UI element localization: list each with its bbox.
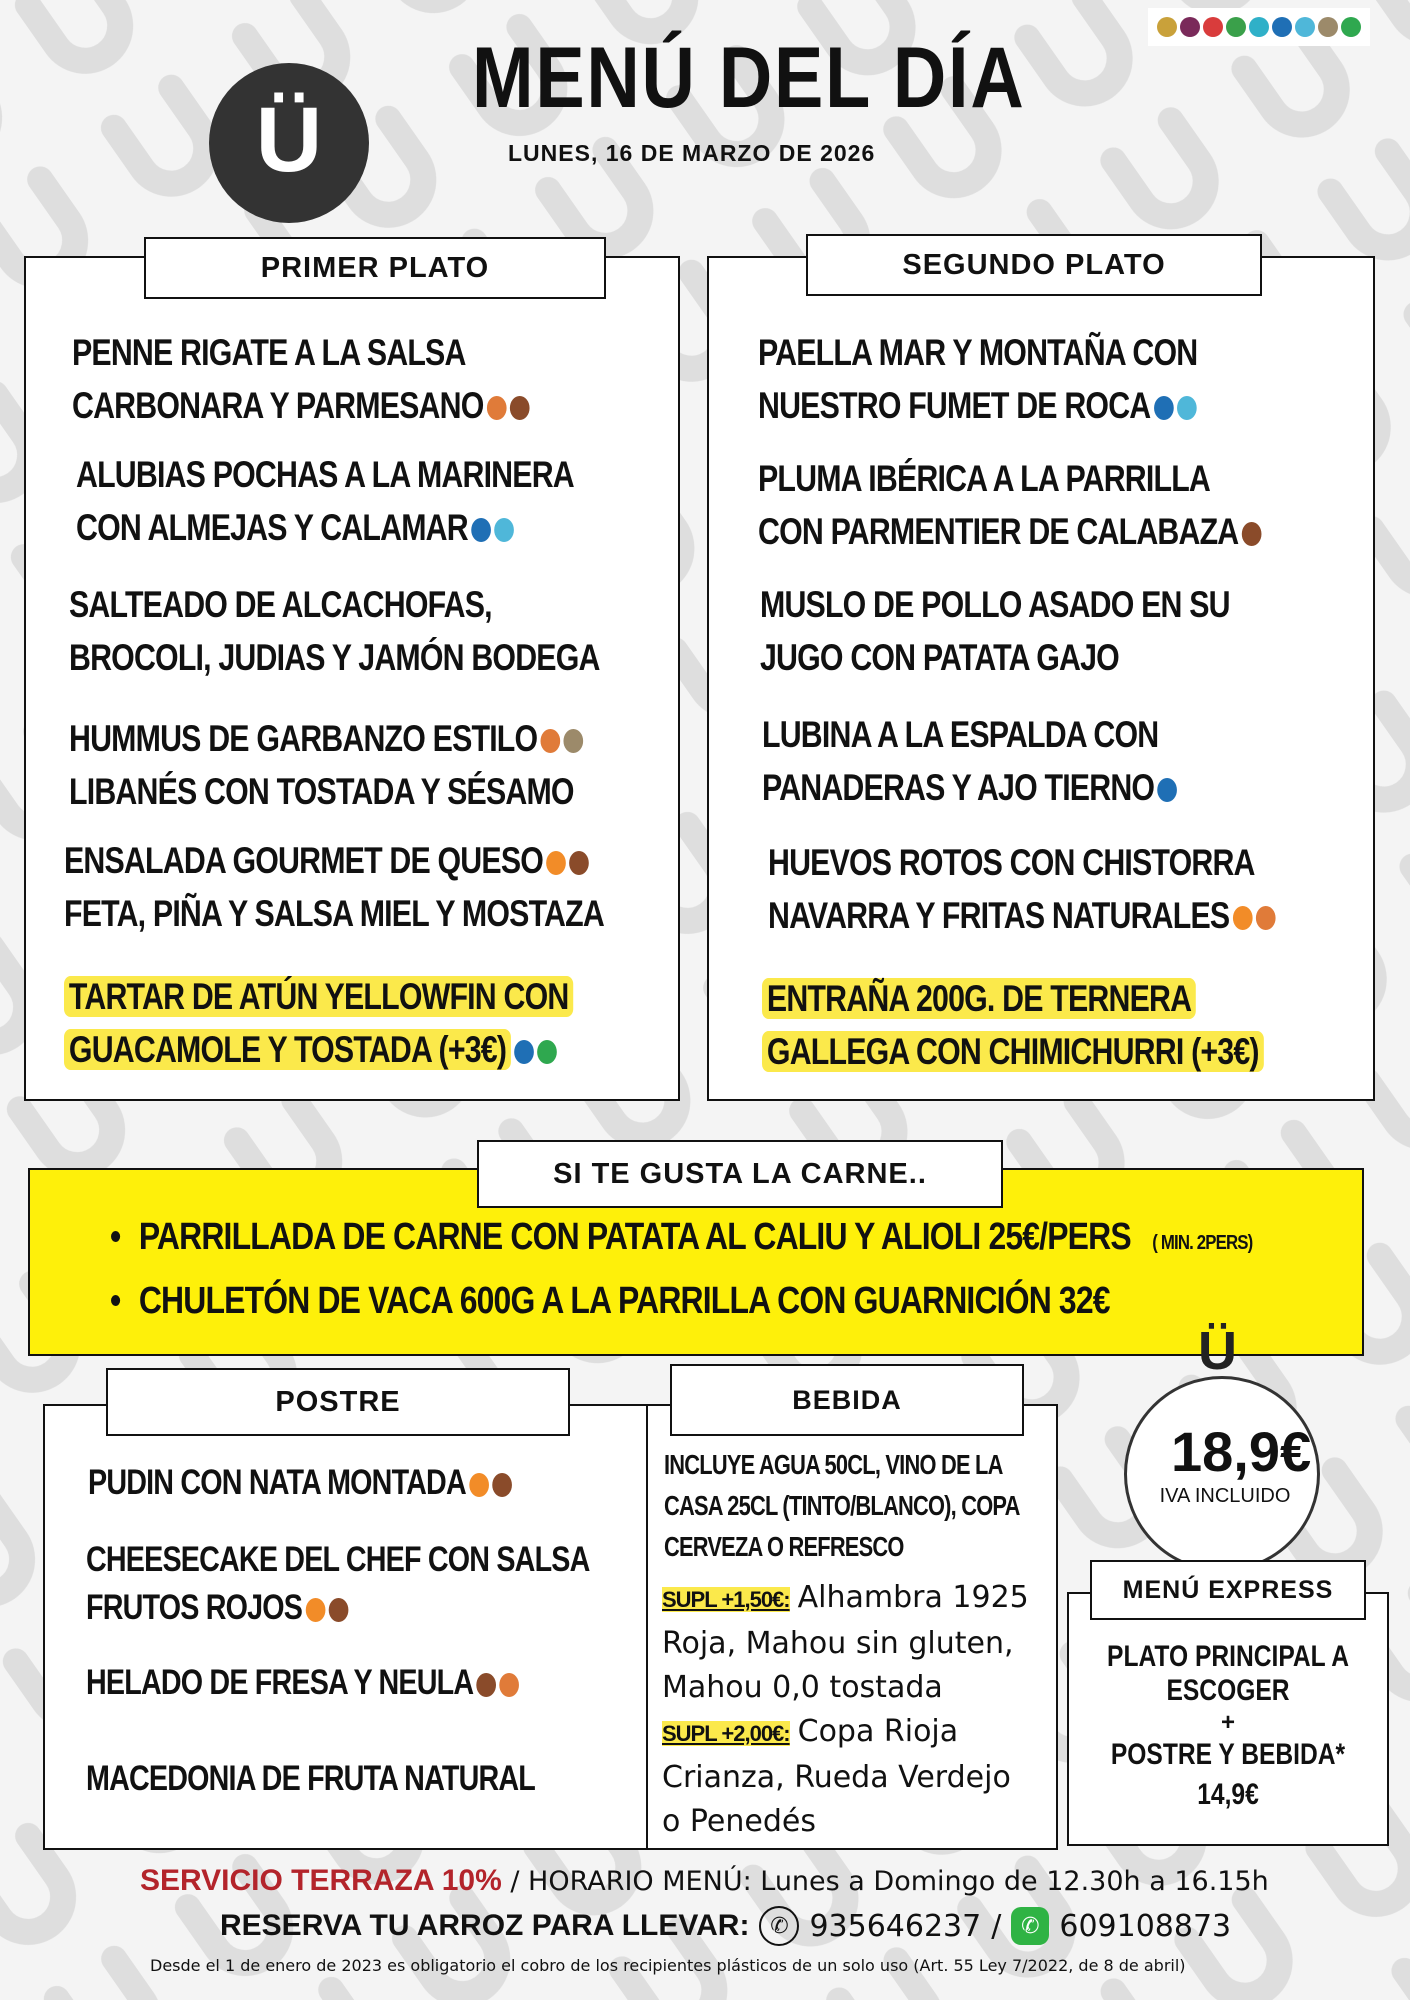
footer-hours: [140, 1864, 1269, 1898]
whatsapp-number[interactable]: 609108873: [1059, 1908, 1232, 1944]
carne-item-note: ( MIN. 2PERS): [1152, 1232, 1253, 1254]
dish-line: CON PARMENTIER DE CALABAZA: [758, 511, 1239, 552]
egg-icon: [1233, 906, 1253, 930]
primer-plato-title: PRIMER PLATO: [144, 237, 606, 299]
dish-line: SALTEADO DE ALCACHOFAS,: [69, 584, 492, 625]
dish-line: JUGO CON PATATA GAJO: [760, 637, 1119, 678]
dish-line: HUEVOS ROTOS CON CHISTORRA: [768, 842, 1255, 883]
dish-hummus: [69, 712, 696, 818]
supl1-line: Alhambra 1925: [797, 1580, 1029, 1615]
egg-icon: [469, 1473, 489, 1497]
dish-salteado: [69, 578, 716, 684]
dish-line: LIBANÉS CON TOSTADA Y SÉSAMO: [69, 771, 574, 812]
dish-ensalada: [64, 834, 722, 940]
logo: [209, 63, 369, 223]
dish-lubina: [762, 708, 1268, 814]
footer-legal: Desde el 1 de enero de 2023 es obligatorio el cobro de los recipientes plásticos de un solo uso (Art. 55 Ley 7/2022, de 8 de abril): [150, 1956, 1186, 1975]
price-note: IVA INCLUIDO: [1159, 1485, 1291, 1507]
dish-line: CHEESECAKE DEL CHEF CON SALSA: [86, 1540, 590, 1579]
bullet-dot: •: [110, 1216, 121, 1258]
egg-icon: [546, 851, 566, 875]
footer-reserva: [220, 1906, 1231, 1946]
segundo-plato-title: SEGUNDO PLATO: [806, 234, 1262, 296]
separator: /: [991, 1908, 1002, 1944]
postre-cheesecake: [86, 1536, 700, 1632]
dish-line: ENTRAÑA 200G. DE TERNERA: [762, 978, 1196, 1019]
supl2-label: SUPL +2,00€:: [662, 1721, 790, 1746]
sesame-icon: [564, 729, 584, 753]
fish-icon: [1157, 778, 1177, 802]
price-badge: [1124, 1376, 1320, 1572]
price-logo: Ü: [1198, 1321, 1237, 1381]
dish-entrana: [762, 972, 1374, 1078]
menu-date: LUNES, 16 DE MARZO DE 2026: [508, 140, 876, 166]
supl2-line: Copa Rioja: [797, 1714, 959, 1749]
dish-line: PLUMA IBÉRICA A LA PARRILLA: [758, 458, 1211, 499]
lactose-icon: [328, 1598, 348, 1622]
soy-icon: [1341, 17, 1361, 37]
dish-line: NAVARRA Y FRITAS NATURALES: [768, 895, 1230, 936]
postre-pudin: [88, 1456, 605, 1509]
dish-line: HELADO DE FRESA Y NEULA: [86, 1663, 474, 1702]
supl1-line: Roja, Mahou sin gluten,: [662, 1626, 1014, 1661]
dish-line: PANADERAS Y AJO TIERNO: [762, 767, 1155, 808]
egg-icon: [305, 1598, 325, 1622]
dish-line: HUMMUS DE GARBANZO ESTILO: [69, 718, 538, 759]
bebida-title: BEBIDA: [670, 1364, 1024, 1436]
supl1-label: SUPL +1,50€:: [662, 1587, 790, 1612]
dish-alubias: [76, 448, 683, 554]
postre-macedonia: [86, 1752, 634, 1805]
reserva-label: RESERVA TU ARROZ PARA LLEVAR:: [220, 1909, 750, 1942]
dish-line: PENNE RIGATE A LA SALSA: [72, 332, 466, 373]
carne-item-text: CHULETÓN DE VACA 600G A LA PARRILLA CON GUARNICIÓN 32€: [138, 1280, 1110, 1322]
shellfish-icon: [1295, 17, 1315, 37]
postre-title: POSTRE: [106, 1368, 570, 1436]
dish-line: LUBINA A LA ESPALDA CON: [762, 714, 1159, 755]
postre-helado: [86, 1656, 614, 1709]
soy-icon: [537, 1040, 557, 1064]
carne-item-chuleton: [110, 1280, 1300, 1323]
lactose-icon: [492, 1473, 512, 1497]
gluten-icon: [1157, 17, 1177, 37]
dish-paella: [758, 326, 1294, 432]
bebida-supl2: [662, 1708, 1011, 1844]
celery-icon: [1226, 17, 1246, 37]
logo-letter: Ü: [255, 88, 323, 191]
sesame-icon: [1318, 17, 1338, 37]
lactose-icon: [1242, 522, 1262, 546]
dish-line: NUESTRO FUMET DE ROCA: [758, 385, 1151, 426]
shellfish-icon: [1177, 396, 1197, 420]
gluten-icon: [541, 729, 561, 753]
whatsapp-icon: ✆: [1011, 1907, 1049, 1945]
bullet-dot: •: [110, 1280, 121, 1322]
nut-icon: [1203, 17, 1223, 37]
allergen-legend: [1148, 8, 1370, 46]
fish-icon: [1272, 17, 1292, 37]
fish-icon: [1154, 396, 1174, 420]
horario-text: / HORARIO MENÚ: Lunes a Domingo de 12.30h a 16.15h: [501, 1866, 1269, 1897]
lactose-icon: [477, 1673, 497, 1697]
dish-line: GUACAMOLE Y TOSTADA (+3€): [64, 1029, 511, 1070]
dish-line: PAELLA MAR Y MONTAÑA CON: [758, 332, 1198, 373]
phone-icon: ✆: [759, 1906, 799, 1946]
mustard-icon: [1249, 17, 1269, 37]
price-amount: 18,9€: [1171, 1420, 1312, 1483]
carne-item-text: PARRILLADA DE CARNE CON PATATA AL CALIU Y ALIOLI 25€/PERS: [138, 1216, 1131, 1258]
phone-number[interactable]: 935646237: [809, 1908, 982, 1944]
dish-line: MUSLO DE POLLO ASADO EN SU: [760, 584, 1230, 625]
bebida-includes: INCLUYE AGUA 50CL, VINO DE LA CASA 25CL (TINTO/BLANCO), COPA CERVEZA O REFRESCO: [664, 1449, 1020, 1562]
gluten-icon: [499, 1673, 519, 1697]
supl2-line: Crianza, Rueda Verdejo: [662, 1760, 1011, 1795]
dish-line: BROCOLI, JUDIAS Y JAMÓN BODEGA: [69, 637, 600, 678]
dish-line: PUDIN CON NATA MONTADA: [88, 1463, 466, 1502]
fish-icon: [471, 518, 491, 542]
dish-pollo: [760, 578, 1333, 684]
lactose-icon: [569, 851, 589, 875]
express-title: MENÚ EXPRESS: [1090, 1560, 1366, 1620]
dish-tartar: [64, 970, 685, 1076]
carne-item-parrillada: [110, 1216, 1410, 1259]
dish-line: MACEDONIA DE FRUTA NATURAL: [86, 1759, 536, 1798]
dish-line: ENSALADA GOURMET DE QUESO: [64, 840, 544, 881]
supl1-line: Mahou 0,0 tostada: [662, 1670, 943, 1705]
dish-line: CON ALMEJAS Y CALAMAR: [76, 507, 468, 548]
dish-line: GALLEGA CON CHIMICHURRI (+3€): [762, 1031, 1264, 1072]
dish-line: FRUTOS ROJOS: [86, 1588, 303, 1627]
dish-line: FETA, PIÑA Y SALSA MIEL Y MOSTAZA: [64, 893, 604, 934]
dish-huevos: [768, 836, 1387, 942]
dish-line: ALUBIAS POCHAS A LA MARINERA: [76, 454, 574, 495]
dish-line: CARBONARA Y PARMESANO: [72, 385, 484, 426]
fish-icon: [514, 1040, 534, 1064]
gluten-icon: [487, 396, 507, 420]
bebida-supl1: [662, 1574, 1029, 1710]
lactose-icon: [510, 396, 530, 420]
gluten-icon: [1256, 906, 1276, 930]
dish-pluma: [758, 452, 1372, 558]
sulphite-icon: [1180, 17, 1200, 37]
terraza-note: SERVICIO TERRAZA 10%: [140, 1864, 502, 1897]
carne-title: SI TE GUSTA LA CARNE..: [477, 1140, 1003, 1208]
shellfish-icon: [494, 518, 514, 542]
dish-line: TARTAR DE ATÚN YELLOWFIN CON: [64, 976, 573, 1017]
supl2-line: o Penedés: [662, 1804, 816, 1839]
page-title: MENÚ DEL DÍA: [472, 30, 1026, 126]
express-body: PLATO PRINCIPAL A ESCOGER + POSTRE Y BEBIDA* 14,9€: [1107, 1640, 1349, 1811]
dish-penne: [72, 326, 630, 432]
